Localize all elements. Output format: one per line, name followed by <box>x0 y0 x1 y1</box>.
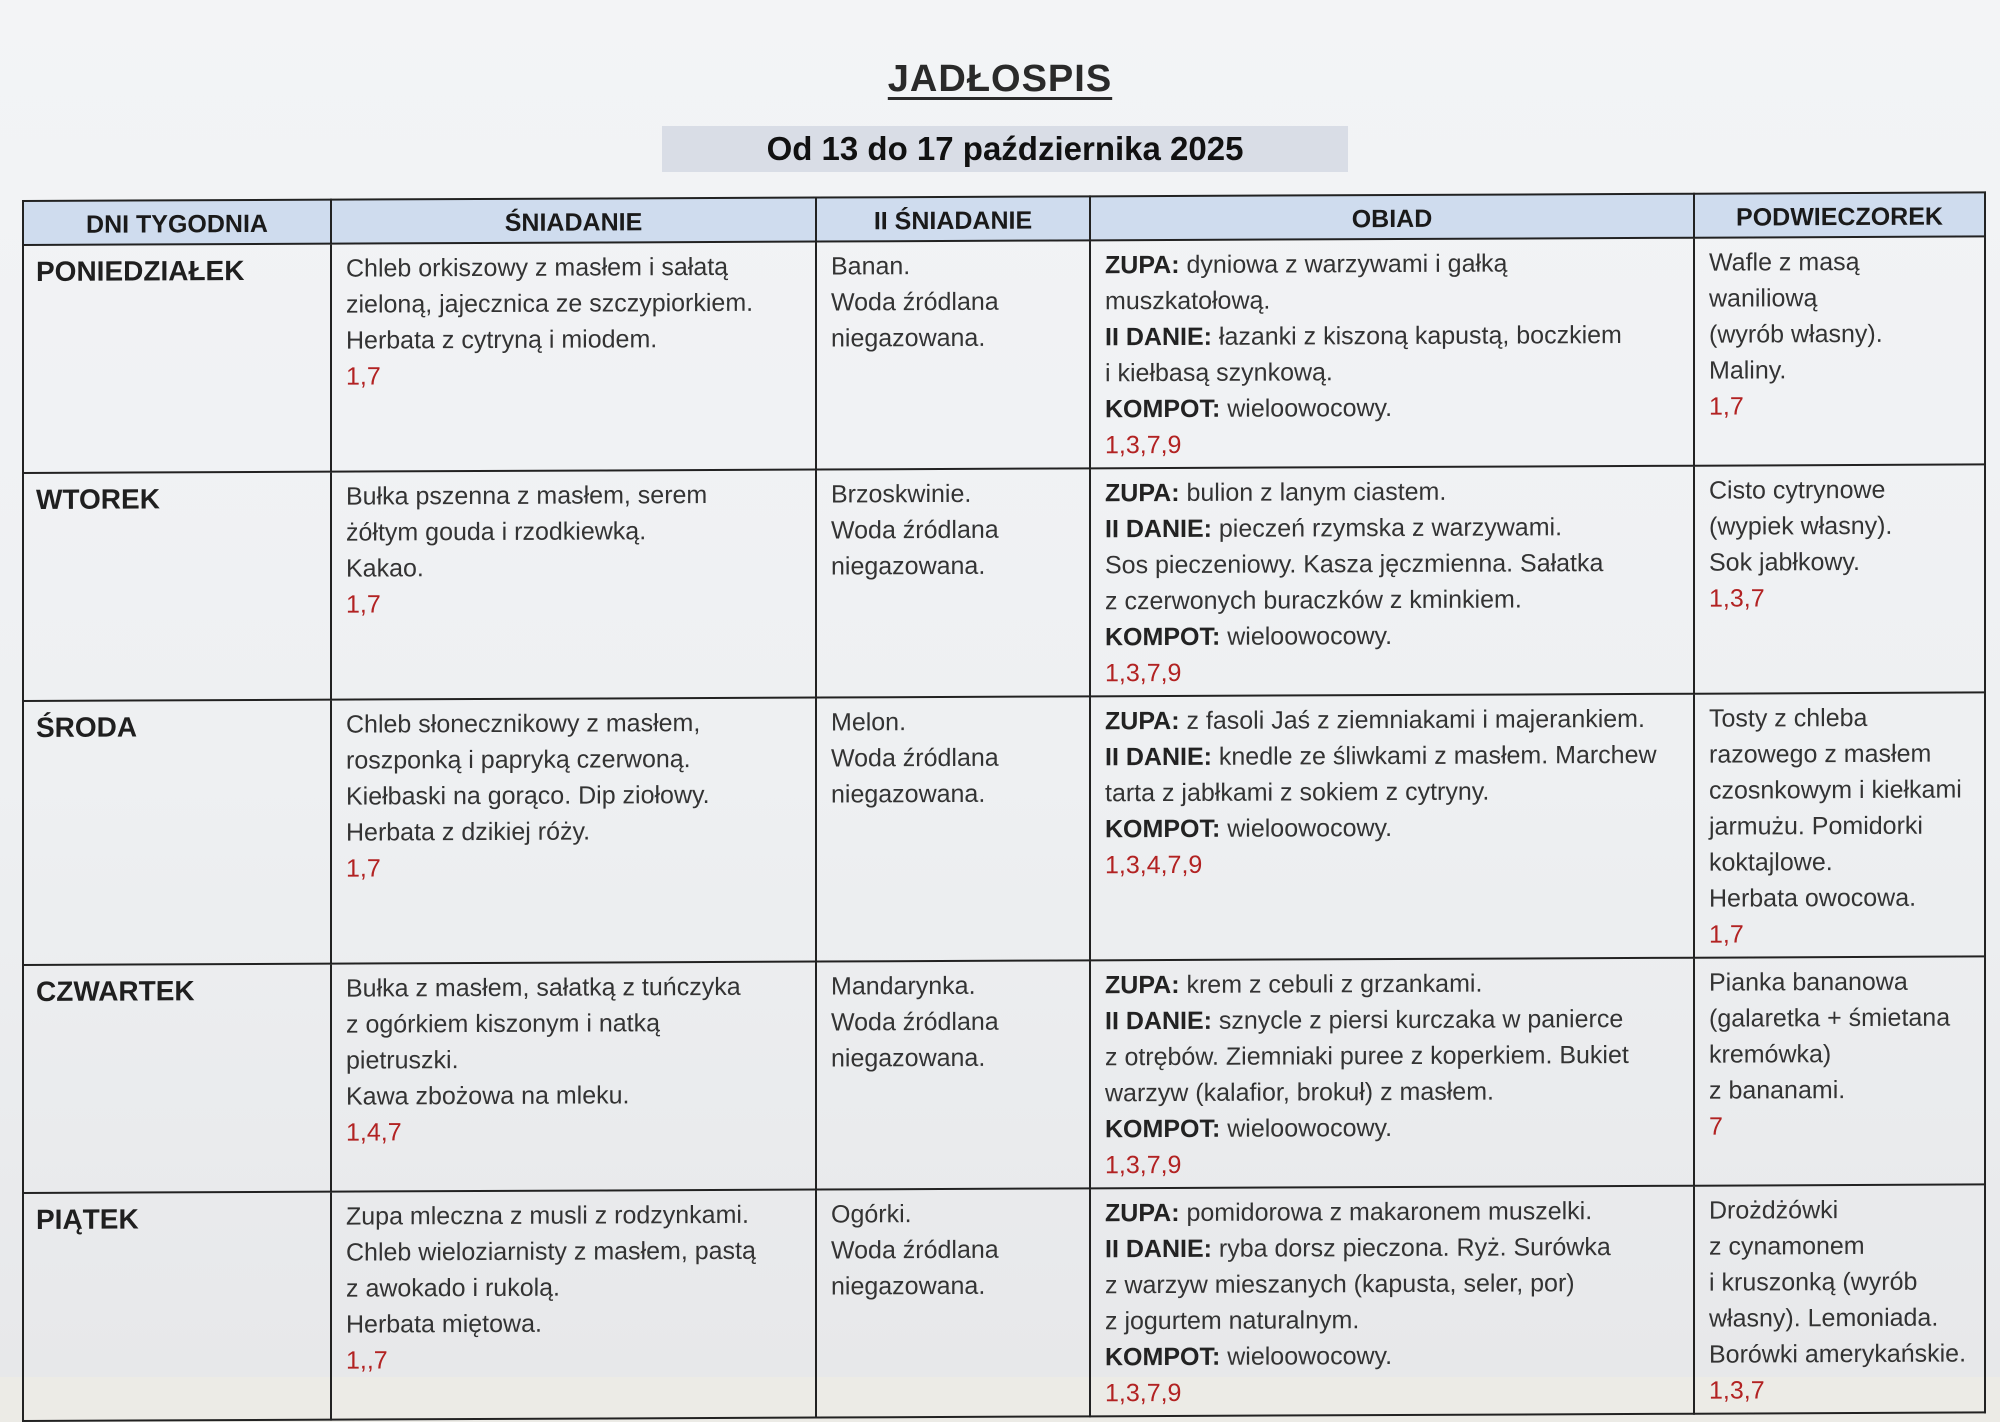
snack-allergens: 1,3,7 <box>1709 1376 1765 1405</box>
soup-line <box>1105 473 1679 512</box>
breakfast-line: Kiełbaski na gorąco. Dip ziołowy. <box>346 780 710 811</box>
snack-line: Cisto cytrynowe <box>1709 475 1886 505</box>
day-name: PONIEDZIAŁEK <box>23 244 331 473</box>
snack-allergens: 1,7 <box>1709 920 1744 949</box>
lunch-allergens: 1,3,7,9 <box>1105 430 1182 460</box>
day-row <box>23 1184 1985 1421</box>
snack-line: Drożdżówki <box>1709 1196 1839 1225</box>
main-dish-line <box>1105 1001 1679 1040</box>
snack-line: Borówki amerykańskie. <box>1709 1339 1967 1369</box>
snack-allergens: 1,3,7 <box>1709 584 1765 613</box>
soup-label: ZUPA: <box>1105 478 1180 508</box>
snack-line: z cynamonem <box>1709 1231 1865 1261</box>
main-dish-text: knedle ze śliwkami z masłem. Marchew <box>1218 740 1657 771</box>
snack-line: (galaretka + śmietana <box>1709 1003 1951 1033</box>
day-row <box>23 464 1985 701</box>
second-breakfast-cell <box>816 240 1090 469</box>
soup-line <box>1105 965 1679 1004</box>
breakfast-cell <box>331 962 816 1192</box>
main-dish-cont: z otrębów. Ziemniaki puree z koperkiem. Bukiet <box>1105 1040 1629 1072</box>
main-dish-label: II DANIE: <box>1105 1006 1212 1036</box>
breakfast-line: pietruszki. <box>346 1046 459 1075</box>
snack-cell <box>1694 692 1985 957</box>
soup-text: krem z cebuli z grzankami. <box>1186 969 1483 999</box>
compote-text: wieloowocowy. <box>1227 1114 1393 1143</box>
snack-cell <box>1694 956 1985 1185</box>
second-breakfast-line: niegazowana. <box>831 551 986 581</box>
soup-text: z fasoli Jaś z ziemniakami i majerankiem. <box>1186 704 1645 735</box>
snack-line: Sok jabłkowy. <box>1709 547 1860 577</box>
breakfast-line: zieloną, jajecznica ze szczypiorkiem. <box>346 288 754 319</box>
main-dish-cont: i kiełbasą szynkową. <box>1105 358 1333 388</box>
breakfast-cell <box>331 470 816 700</box>
snack-line: Tosty z chleba <box>1709 703 1868 733</box>
menu-body <box>23 236 1985 1421</box>
soup-text: dyniowa z warzywami i gałką <box>1186 249 1508 279</box>
snack-line: (wypiek własny). <box>1709 511 1893 541</box>
second-breakfast-line: Banan. <box>831 252 911 281</box>
main-dish-label: II DANIE: <box>1105 742 1212 772</box>
lunch-allergens: 1,3,7,9 <box>1105 1378 1182 1408</box>
lunch-cell <box>1090 466 1694 697</box>
compote-label: KOMPOT: <box>1105 1342 1221 1372</box>
page-title: JADŁOSPIS <box>887 58 1113 100</box>
soup-label: ZUPA: <box>1105 250 1180 280</box>
date-range-box <box>662 126 1348 172</box>
day-name: CZWARTEK <box>23 964 331 1193</box>
snack-line: Maliny. <box>1709 356 1787 385</box>
lunch-cell <box>1090 238 1694 469</box>
breakfast-allergens: 1,7 <box>346 854 381 883</box>
lunch-cell <box>1090 694 1694 961</box>
day-name: PIĄTEK <box>23 1192 331 1421</box>
breakfast-line: Bułka pszenna z masłem, serem <box>346 481 708 511</box>
breakfast-allergens: 1,7 <box>346 590 381 619</box>
snack-line: i kruszonką (wyrób <box>1709 1267 1918 1297</box>
second-breakfast-line: Woda źródlana <box>831 1007 999 1037</box>
second-breakfast-cell <box>816 960 1090 1189</box>
soup-line <box>1105 1193 1679 1232</box>
second-breakfast-cell <box>816 696 1090 961</box>
snack-line: waniliową <box>1709 284 1818 313</box>
second-breakfast-line: Mandarynka. <box>831 971 976 1001</box>
breakfast-line: żółtym gouda i rzodkiewką. <box>346 517 647 547</box>
main-dish-cont: Sos pieczeniowy. Kasza jęczmienna. Sałatka <box>1105 549 1604 580</box>
day-row <box>23 692 1985 965</box>
breakfast-line: roszponką i papryką czerwoną. <box>346 745 691 775</box>
second-breakfast-line: niegazowana. <box>831 1271 986 1301</box>
compote-line <box>1105 809 1679 848</box>
snack-line: (wyrób własny). <box>1709 319 1883 349</box>
breakfast-allergens: 1,,7 <box>346 1346 388 1375</box>
compote-text: wieloowocowy. <box>1227 814 1393 843</box>
main-dish-cont: warzyw (kalafior, brokuł) z masłem. <box>1105 1077 1494 1108</box>
main-dish-cont: tarta z jabłkami z sokiem z cytryny. <box>1105 777 1490 808</box>
soup-label: ZUPA: <box>1105 706 1180 736</box>
soup-text: pomidorowa z makaronem muszelki. <box>1186 1197 1593 1227</box>
breakfast-cell <box>331 1190 816 1420</box>
snack-line: z bananami. <box>1709 1076 1846 1105</box>
breakfast-line: Chleb orkiszowy z masłem i sałatą <box>346 252 729 283</box>
second-breakfast-line: Melon. <box>831 708 907 737</box>
header-lunch: OBIAD <box>1090 194 1694 241</box>
breakfast-line: Zupa mleczna z musli z rodzynkami. <box>346 1200 749 1231</box>
date-range: Od 13 do 17 października 2025 <box>766 130 1244 167</box>
day-name: WTOREK <box>23 472 331 701</box>
main-dish-text: ryba dorsz pieczona. Ryż. Surówka <box>1218 1233 1611 1263</box>
second-breakfast-line: Brzoskwinie. <box>831 479 972 509</box>
lunch-allergens: 1,3,4,7,9 <box>1105 850 1203 880</box>
breakfast-line: Chleb wieloziarnisty z masłem, pastą <box>346 1236 756 1267</box>
main-dish-label: II DANIE: <box>1105 1234 1212 1264</box>
main-dish-cont: z warzyw mieszanych (kapusta, seler, por) <box>1105 1269 1575 1300</box>
compote-label: KOMPOT: <box>1105 1114 1221 1144</box>
snack-cell <box>1694 1184 1985 1413</box>
main-dish-label: II DANIE: <box>1105 322 1212 352</box>
second-breakfast-cell <box>816 1188 1090 1417</box>
breakfast-line: Herbata z dzikiej róży. <box>346 817 591 847</box>
compote-text: wieloowocowy. <box>1227 622 1393 651</box>
second-breakfast-line: Ogórki. <box>831 1200 912 1229</box>
lunch-allergens: 1,3,7,9 <box>1105 658 1182 688</box>
main-dish-line <box>1105 317 1679 356</box>
breakfast-line: Bułka z masłem, sałatką z tuńczyka <box>346 972 741 1003</box>
lunch-cell <box>1090 958 1694 1189</box>
second-breakfast-line: Woda źródlana <box>831 287 999 317</box>
breakfast-line: Kakao. <box>346 554 424 583</box>
snack-allergens: 7 <box>1709 1112 1723 1141</box>
main-dish-text: sznycle z piersi kurczaka w panierce <box>1218 1005 1624 1035</box>
breakfast-cell <box>331 242 816 472</box>
snack-line: Wafle z masą <box>1709 247 1860 277</box>
snack-line: koktajlowe. <box>1709 848 1833 877</box>
header-breakfast: ŚNIADANIE <box>331 198 816 244</box>
day-row <box>23 236 1985 473</box>
snack-cell <box>1694 464 1985 693</box>
main-dish-text: łazanki z kiszoną kapustą, boczkiem <box>1218 321 1622 351</box>
compote-text: wieloowocowy. <box>1227 394 1393 423</box>
compote-label: KOMPOT: <box>1105 622 1221 652</box>
snack-line: kremówka) <box>1709 1040 1832 1069</box>
snack-line: czosnkowym i kiełkami <box>1709 775 1962 805</box>
second-breakfast-cell <box>816 468 1090 697</box>
main-dish-line <box>1105 1229 1679 1268</box>
breakfast-line: z awokado i rukolą. <box>346 1273 561 1303</box>
second-breakfast-line: Woda źródlana <box>831 515 999 545</box>
breakfast-allergens: 1,7 <box>346 362 381 391</box>
second-breakfast-line: Woda źródlana <box>831 1235 999 1265</box>
snack-allergens: 1,7 <box>1709 392 1744 421</box>
breakfast-line: z ogórkiem kiszonym i natką <box>346 1009 661 1039</box>
day-name: ŚRODA <box>23 700 331 965</box>
compote-line <box>1105 617 1679 656</box>
header-second-breakfast: II ŚNIADANIE <box>816 196 1090 241</box>
snack-line: Herbata owocowa. <box>1709 883 1917 913</box>
main-dish-cont: z jogurtem naturalnym. <box>1105 1306 1360 1336</box>
compote-line <box>1105 1109 1679 1148</box>
snack-line: razowego z masłem <box>1709 739 1932 769</box>
day-row <box>23 956 1985 1193</box>
breakfast-line: Kawa zbożowa na mleku. <box>346 1081 630 1111</box>
breakfast-line: Herbata z cytryną i miodem. <box>346 325 658 355</box>
soup-line <box>1105 701 1679 740</box>
lunch-allergens: 1,3,7,9 <box>1105 1150 1182 1180</box>
breakfast-line: Chleb słonecznikowy z masłem, <box>346 709 701 739</box>
soup-text: bulion z lanym ciastem. <box>1186 477 1447 507</box>
snack-line: Pianka bananowa <box>1709 967 1908 997</box>
second-breakfast-line: niegazowana. <box>831 323 986 353</box>
main-dish-text: pieczeń rzymska z warzywami. <box>1218 513 1563 543</box>
compote-line <box>1105 389 1679 428</box>
compote-line <box>1105 1337 1679 1376</box>
main-dish-line <box>1105 509 1679 548</box>
snack-cell <box>1694 236 1985 465</box>
second-breakfast-line: Woda źródlana <box>831 743 999 773</box>
soup-label: ZUPA: <box>1105 1198 1180 1228</box>
lunch-cell <box>1090 1186 1694 1417</box>
header-snack: PODWIECZOREK <box>1694 192 1985 237</box>
main-dish-label: II DANIE: <box>1105 514 1212 544</box>
compote-label: KOMPOT: <box>1105 814 1221 844</box>
header-days: DNI TYGODNIA <box>23 200 331 245</box>
soup-line <box>1105 245 1679 284</box>
snack-line: jarmużu. Pomidorki <box>1709 811 1923 841</box>
second-breakfast-line: niegazowana. <box>831 1043 986 1073</box>
breakfast-cell <box>331 698 816 964</box>
main-dish-cont: z czerwonych buraczków z kminkiem. <box>1105 585 1522 616</box>
compote-label: KOMPOT: <box>1105 394 1221 424</box>
second-breakfast-line: niegazowana. <box>831 779 986 809</box>
main-dish-line <box>1105 737 1679 776</box>
snack-line: własny). Lemoniada. <box>1709 1303 1939 1333</box>
soup-text-cont: muszkatołową. <box>1105 286 1271 316</box>
breakfast-line: Herbata miętowa. <box>346 1309 542 1339</box>
menu-table <box>22 191 1986 1422</box>
breakfast-allergens: 1,4,7 <box>346 1118 402 1147</box>
soup-label: ZUPA: <box>1105 970 1180 1000</box>
compote-text: wieloowocowy. <box>1227 1342 1393 1371</box>
